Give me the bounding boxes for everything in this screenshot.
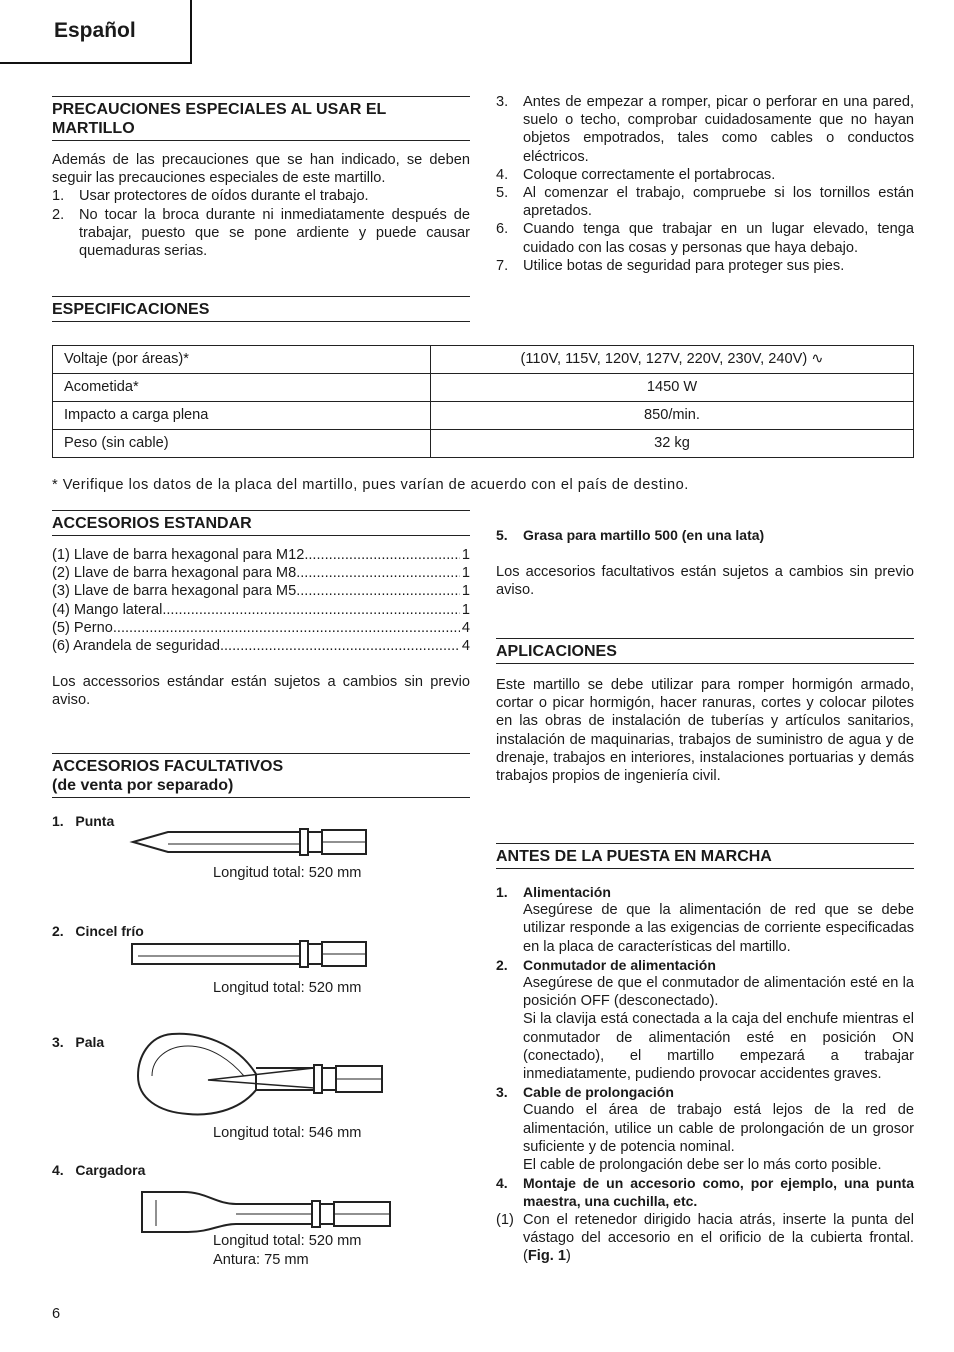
precautions-continued xyxy=(496,93,914,275)
list-item: (2) Llave de barra hexagonal para M8 ..... 1 xyxy=(52,564,470,582)
spec-value: 32 kg xyxy=(431,430,914,458)
specs-table xyxy=(52,345,914,458)
list-item: (1) Llave de barra hexagonal para M12 ..... 1 xyxy=(52,546,470,564)
applications-title: APLICACIONES xyxy=(496,638,914,664)
list-item: 1. Usar protectores de oídos durante el trabajo. xyxy=(52,188,369,205)
list-item: 4. Montaje de un accesorio como, por ejemplo, una punta maestra, una cuchilla, etc. xyxy=(496,1175,914,1210)
tool-label-pala: 3. Pala xyxy=(52,1034,105,1050)
list-item: 5. Al comenzar el trabajo, compruebe si los tornillos están apretados. xyxy=(496,185,914,220)
list-item: (3) Llave de barra hexagonal para M5 ..... 1 xyxy=(52,582,470,600)
precautions-intro: Además de las precauciones que se han indicado, se deben seguir las precauciones especiales de este martillo. xyxy=(52,152,470,187)
page-number: 6 xyxy=(52,1306,61,1322)
punta-length: Longitud total: 520 mm xyxy=(213,865,362,881)
spec-value: (110V, 115V, 120V, 127V, 220V, 230V, 240V) ∿ xyxy=(431,346,914,374)
table-row xyxy=(53,374,914,402)
tool-label-punta: 1. Punta xyxy=(52,813,115,829)
applications-text: Este martillo se debe utilizar para romper hormigón armado, cortar o picar hormigón, hacer ranuras, cortes y colocar pilotes en las obras de instalación de tuberías y artículos sanitarios, instalación de maquinarias, trabajos de suministro de agua y de drenaje, trabajos en interiores, instalaciones portuarias y demás trabajos propios de ingeniería civil. xyxy=(496,677,914,785)
cargadora-drawing xyxy=(136,1186,396,1236)
spec-label: Acometida* xyxy=(53,374,431,402)
standard-accessories-note: Los accessorios estándar están sujetos a cambios sin previo aviso. xyxy=(52,674,470,709)
spec-value: 850/min. xyxy=(431,402,914,430)
list-item: (6) Arandela de seguridad ..... 4 xyxy=(52,637,470,655)
precautions-list xyxy=(52,187,470,260)
cincel-drawing xyxy=(128,936,372,974)
figure-reference: Fig. 1 xyxy=(527,1248,566,1265)
applications-section xyxy=(496,638,914,785)
list-item: (5) Perno ..... 4 xyxy=(52,619,470,637)
pala-length: Longitud total: 546 mm xyxy=(213,1125,362,1141)
ac-symbol-icon: ∿ xyxy=(811,351,824,368)
list-item: 2. No tocar la broca durante ni inmediatamente después de trabajar, puesto que se pone ardiente y puede causar quemaduras serias. xyxy=(52,206,470,260)
specs-title: ESPECIFICACIONES xyxy=(52,296,470,322)
list-item: 4. Coloque correctamente el portabrocas. xyxy=(496,166,776,183)
before-use-title: ANTES DE LA PUESTA EN MARCHA xyxy=(496,843,914,869)
grease-section xyxy=(496,526,914,600)
table-row xyxy=(53,430,914,458)
language-label: Español xyxy=(54,19,136,42)
table-row xyxy=(53,346,914,374)
tool-label-cargadora: 4. Cargadora xyxy=(52,1162,146,1178)
list-item: (1) Con el retenedor dirigido hacia atrás, inserte la punta del vástago del accesorio en el orificio de la cubierta frontal. (Fig. 1) xyxy=(496,1211,914,1265)
list-item: 7. Utilice botas de seguridad para proteger sus pies. xyxy=(496,257,845,274)
list-item: 3. Antes de empezar a romper, picar o perforar en una pared, suelo o techo, comprobar cuidadosamente que no hayan objetos empotrados, tales como cables o conductos eléctricos. xyxy=(496,94,914,165)
tool-label-cincel: 2. Cincel frío xyxy=(52,923,144,939)
cincel-length: Longitud total: 520 mm xyxy=(213,980,362,996)
list-item: (4) Mango lateral ..... 1 xyxy=(52,601,470,619)
punta-drawing xyxy=(128,824,372,860)
specs-note: * Verifique los datos de la placa del martillo, pues varían de acuerdo con el país de destino. xyxy=(52,477,689,493)
spec-label: Peso (sin cable) xyxy=(53,430,431,458)
precautions-section xyxy=(52,96,470,260)
standard-accessories-list xyxy=(52,546,470,655)
before-use-section xyxy=(496,843,914,1265)
precautions-title: PRECAUCIONES ESPECIALES AL USAR EL MARTILLO xyxy=(52,96,470,141)
list-item: 2. Conmutador de alimentación Asegúrese de que el conmutador de alimentación esté en la posición OFF (desconectado). Si la clavija está conectada a la caja del enchufe mientras el conmutador de alimentación esté en posición ON (conectado), el martillo empezará a trabajar inmediatamente, pudiendo provocar accidentes graves. xyxy=(496,956,914,1083)
precautions-list-continued xyxy=(496,93,914,275)
cargadora-width: Antura: 75 mm xyxy=(213,1252,309,1268)
language-tab xyxy=(0,0,192,64)
standard-accessories-title: ACCESORIOS ESTANDAR xyxy=(52,510,470,536)
optional-accessories-note: Los accesorios facultativos están sujetos a cambios sin previo aviso. xyxy=(496,564,914,599)
list-item: 1. Alimentación Asegúrese de que la alimentación de red que se debe utilizar responde a las exigencias de corriente especificadas en la placa de características del martillo. xyxy=(496,884,914,955)
optional-accessories-title: ACCESORIOS FACULTATIVOS (de venta por separado) xyxy=(52,753,470,798)
before-use-list xyxy=(496,883,914,1265)
grease-item: 5. Grasa para martillo 500 (en una lata) xyxy=(496,527,765,543)
spec-label: Voltaje (por áreas)* xyxy=(53,346,431,374)
cargadora-length: Longitud total: 520 mm xyxy=(213,1233,362,1249)
pala-drawing xyxy=(128,1028,392,1122)
table-row xyxy=(53,402,914,430)
list-item: 6. Cuando tenga que trabajar en un lugar elevado, tenga cuidado con las cosas y personas que haya debajo. xyxy=(496,221,914,256)
optional-accessories-section xyxy=(52,753,470,798)
specs-section xyxy=(52,296,470,322)
standard-accessories-section xyxy=(52,510,470,710)
spec-label: Impacto a carga plena xyxy=(53,402,431,430)
list-item: 3. Cable de prolongación Cuando el área de trabajo está lejos de la red de alimentación, utilice un cable de prolongación de un grosor suficiente y de potencia nominal. El cable de prolongación debe ser lo más corto posible. xyxy=(496,1084,914,1174)
spec-value: 1450 W xyxy=(431,374,914,402)
